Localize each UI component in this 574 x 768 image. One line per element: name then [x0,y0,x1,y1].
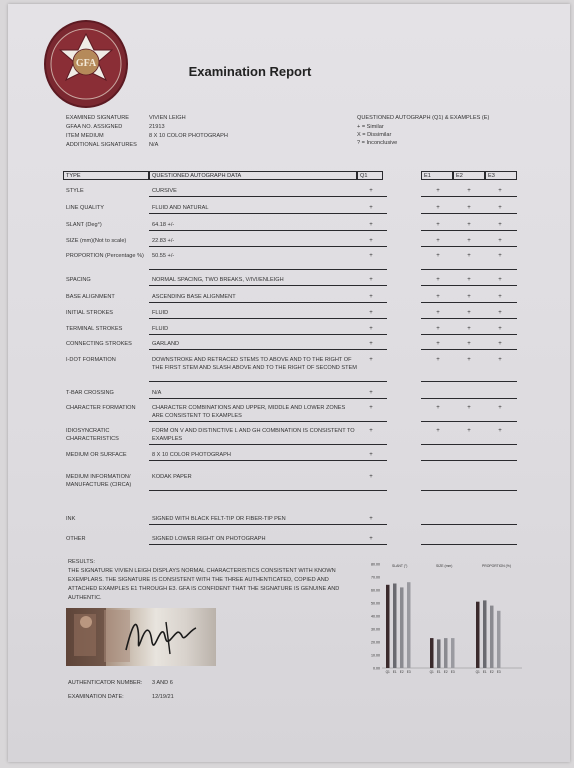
footer-label: AUTHENTICATOR NUMBER: [68,680,143,686]
y-tick-label: 50.00 [371,601,380,606]
example-mark: + [498,357,502,363]
q1-mark: + [369,536,373,542]
row-underline [149,349,387,350]
q1-mark: + [369,253,373,259]
example-mark: + [467,428,471,434]
q1-mark: + [369,205,373,211]
q1-mark: + [369,390,373,396]
row-label: CHARACTER FORMATION [66,405,136,411]
q1-mark: + [369,452,373,458]
q1-mark: + [369,405,373,411]
row-label: T-BAR CROSSING [66,390,114,396]
row-label: LINE QUALITY [66,205,104,211]
example-mark: + [467,205,471,211]
bar-e2 [444,638,448,668]
row-label: INITIAL STROKES [66,310,114,316]
y-tick-label: 0.00 [373,666,380,671]
example-mark: + [498,326,502,332]
x-tick-label: E1 [392,670,397,674]
row-value: FLUID AND NATURAL [152,205,209,211]
x-tick-label: E3 [406,670,411,674]
q1-mark: + [369,222,373,228]
x-tick-label: Q1 [385,670,390,674]
q1-mark: + [369,294,373,300]
bar-e3 [497,611,501,668]
bar-e1 [483,600,487,668]
row-label: MEDIUM OR SURFACE [66,452,127,458]
gfa-logo [44,20,128,108]
row-value: DOWNSTROKE AND RETRACED STEMS TO ABOVE AND TO THE RIGHT OF THE FIRST STEM AND SLASH ABOVE AND TO THE RIGHT OF SECOND STEM [152,357,357,371]
row-label: CONNECTING STROKES [66,341,132,347]
example-mark: + [436,405,440,411]
example-mark: + [467,238,471,244]
row-underline [149,230,387,231]
example-mark: + [436,326,440,332]
x-tick-label: E1 [436,670,441,674]
legend-title: QUESTIONED AUTOGRAPH (Q1) & EXAMPLES (E) [357,115,490,121]
footer-value: 12/19/21 [152,694,174,700]
footer-label: EXAMINATION DATE: [68,694,124,700]
example-mark: + [498,277,502,283]
row-underline [149,213,387,214]
info-label: GFAA NO. ASSIGNED [66,124,123,130]
q1-mark: + [369,238,373,244]
row-value: CHARACTER COMBINATIONS AND UPPER, MIDDLE AND LOWER ZONES ARE CONSISTENT TO EXAMPLES [152,405,346,419]
bar-q1 [386,585,390,668]
info-value: VIVIEN LEIGH [149,115,186,121]
signature-photo [66,608,216,666]
row-label: STYLE [66,188,84,194]
example-underline [421,246,517,247]
q1-mark: + [369,341,373,347]
example-underline [421,524,517,525]
example-mark: + [467,341,471,347]
chart-group-title: SLANT (°) [392,564,408,568]
info-label: EXAMINED SIGNATURE [66,115,129,121]
x-tick-label: Q1 [475,670,480,674]
bar-e3 [451,638,455,668]
row-underline [149,285,387,286]
row-underline [149,196,387,197]
header-e2: E2 [453,171,485,180]
results-text: THE SIGNATURE VIVIEN LEIGH DISPLAYS NORMAL CHARACTERISTICS CONSISTENT WITH KNOWN EXEMPLARS. THE SIGNATURE IS CONSISTENT WITH THE THREE AUTHENTICATED, COPIED AND ATTACHED EXAMPLES E1 THROUGH E3. GFA IS CONFIDENT THAT THE SIGNATURE IS GENUINE AND AUTHENTIC. [68,568,340,601]
header-q1: Q1 [357,171,383,180]
example-underline [421,460,517,461]
header-data: QUESTIONED AUTOGRAPH DATA [149,171,357,180]
logo-text: GFA [75,58,97,69]
row-label: MEDIUM INFORMATION/ MANUFACTURE (CIRCA) [66,474,132,488]
info-label: ADDITIONAL SIGNATURES [66,142,137,148]
info-value: 8 X 10 COLOR PHOTOGRAPH [149,133,228,139]
row-underline [149,444,387,445]
row-underline [149,544,387,545]
bar-e3 [407,582,411,668]
x-tick-label: E1 [482,670,487,674]
x-tick-label: E2 [399,670,404,674]
row-underline [149,421,387,422]
q1-mark: + [369,428,373,434]
row-value: 64.18 +/- [152,222,175,228]
y-tick-label: 30.00 [371,627,380,632]
row-value: SIGNED WITH BLACK FELT-TIP OR FIBER-TIP PEN [152,516,286,522]
row-label: SPACING [66,277,91,283]
example-mark: + [498,428,502,434]
y-tick-label: 70.00 [371,575,380,580]
info-value: 21913 [149,124,165,130]
example-mark: + [436,341,440,347]
row-underline [149,302,387,303]
chart-group-title: SIZE (mm) [436,564,453,568]
row-underline [149,246,387,247]
example-mark: + [498,253,502,259]
example-mark: + [467,357,471,363]
example-mark: + [436,205,440,211]
example-mark: + [436,294,440,300]
bar-chart [364,558,524,680]
row-label: PROPORTION (Percentage %) [66,253,144,259]
info-value: N/A [149,142,159,148]
row-underline [149,381,387,382]
example-mark: + [436,238,440,244]
example-mark: + [467,222,471,228]
example-mark: + [498,222,502,228]
results-section [68,558,358,603]
footer-value: 3 AND 6 [152,680,173,686]
example-underline [421,196,517,197]
row-value: 22.83 +/- [152,238,175,244]
y-tick-label: 20.00 [371,640,380,645]
row-label: OTHER [66,536,86,542]
page-title: Examination Report [188,64,312,79]
example-mark: + [436,222,440,228]
example-mark: + [436,310,440,316]
example-underline [421,269,517,270]
example-mark: + [467,310,471,316]
example-underline [421,544,517,545]
row-label: SLANT (Deg°) [66,222,102,228]
row-label: SIZE (mm)(Not to scale) [66,238,127,244]
row-value: 50.55 +/- [152,253,175,259]
q1-mark: + [369,277,373,283]
q1-mark: + [369,357,373,363]
example-mark: + [436,253,440,259]
row-value: CURSIVE [152,188,177,194]
row-value: FLUID [152,310,169,316]
example-underline [421,421,517,422]
q1-mark: + [369,516,373,522]
row-value: NORMAL SPACING, TWO BREAKS, V/IVI/ENLEIGH [152,277,284,283]
example-mark: + [498,205,502,211]
example-mark: + [436,357,440,363]
example-underline [421,285,517,286]
q1-mark: + [369,474,373,480]
x-tick-label: E2 [489,670,494,674]
example-mark: + [498,341,502,347]
row-label: I-DOT FORMATION [66,357,116,363]
row-value: GARLAND [152,341,180,347]
row-value: ASCENDING BASE ALIGNMENT [152,294,236,300]
chart-group-title: PROPORTION (%) [482,564,511,568]
row-underline [149,269,387,270]
q1-mark: + [369,326,373,332]
x-tick-label: E3 [450,670,455,674]
x-tick-label: E3 [496,670,501,674]
y-tick-label: 10.00 [371,653,380,658]
example-underline [421,334,517,335]
example-mark: + [467,326,471,332]
example-mark: + [498,238,502,244]
row-label: IDIOSYNCRATIC CHARACTERISTICS [66,428,119,442]
bar-e1 [393,584,397,669]
header-type: TYPE [63,171,149,180]
row-label: TERMINAL STROKES [66,326,123,332]
row-underline [149,490,387,491]
row-label: INK [66,516,76,522]
row-value: 8 X 10 COLOR PHOTOGRAPH [152,452,231,458]
bar-e2 [490,606,494,668]
example-mark: + [467,405,471,411]
example-underline [421,213,517,214]
example-mark: + [467,188,471,194]
bar-e2 [400,587,404,668]
header-e3: E3 [485,171,517,180]
y-tick-label: 60.00 [371,588,380,593]
example-mark: + [498,310,502,316]
example-underline [421,349,517,350]
example-mark: + [498,405,502,411]
q1-mark: + [369,188,373,194]
row-label: BASE ALIGNMENT [66,294,115,300]
row-underline [149,398,387,399]
row-underline [149,318,387,319]
y-tick-label: 40.00 [371,614,380,619]
q1-mark: + [369,310,373,316]
example-mark: + [436,428,440,434]
header-e1: E1 [421,171,453,180]
example-underline [421,302,517,303]
x-tick-label: E2 [443,670,448,674]
y-tick-label: 80.00 [371,562,380,567]
example-underline [421,444,517,445]
row-value: N/A [152,390,162,396]
row-value: SIGNED LOWER RIGHT ON PHOTOGRAPH [152,536,266,542]
measurement-charts [364,558,524,680]
info-label: ITEM MEDIUM [66,133,104,139]
bar-q1 [430,638,434,668]
legend-item: ? = Inconclusive [357,140,398,146]
example-mark: + [498,294,502,300]
example-underline [421,398,517,399]
row-underline [149,524,387,525]
example-underline [421,490,517,491]
example-mark: + [467,294,471,300]
row-value: KODAK PAPER [152,474,192,480]
results-heading: RESULTS: [68,559,95,565]
legend-item: X = Dissimilar [357,132,392,138]
bar-q1 [476,602,480,668]
row-underline [149,334,387,335]
example-mark: + [498,188,502,194]
row-value: FORM ON V AND DISTINCTIVE L AND GH COMBINATION IS CONSISTENT TO EXAMPLES [152,428,355,442]
example-underline [421,230,517,231]
example-underline [421,318,517,319]
x-tick-label: Q1 [429,670,434,674]
row-underline [149,460,387,461]
legend-item: + = Similar [357,124,384,130]
example-mark: + [436,188,440,194]
row-value: FLUID [152,326,169,332]
example-mark: + [467,277,471,283]
example-mark: + [436,277,440,283]
bar-e1 [437,639,441,668]
example-underline [421,381,517,382]
example-mark: + [467,253,471,259]
